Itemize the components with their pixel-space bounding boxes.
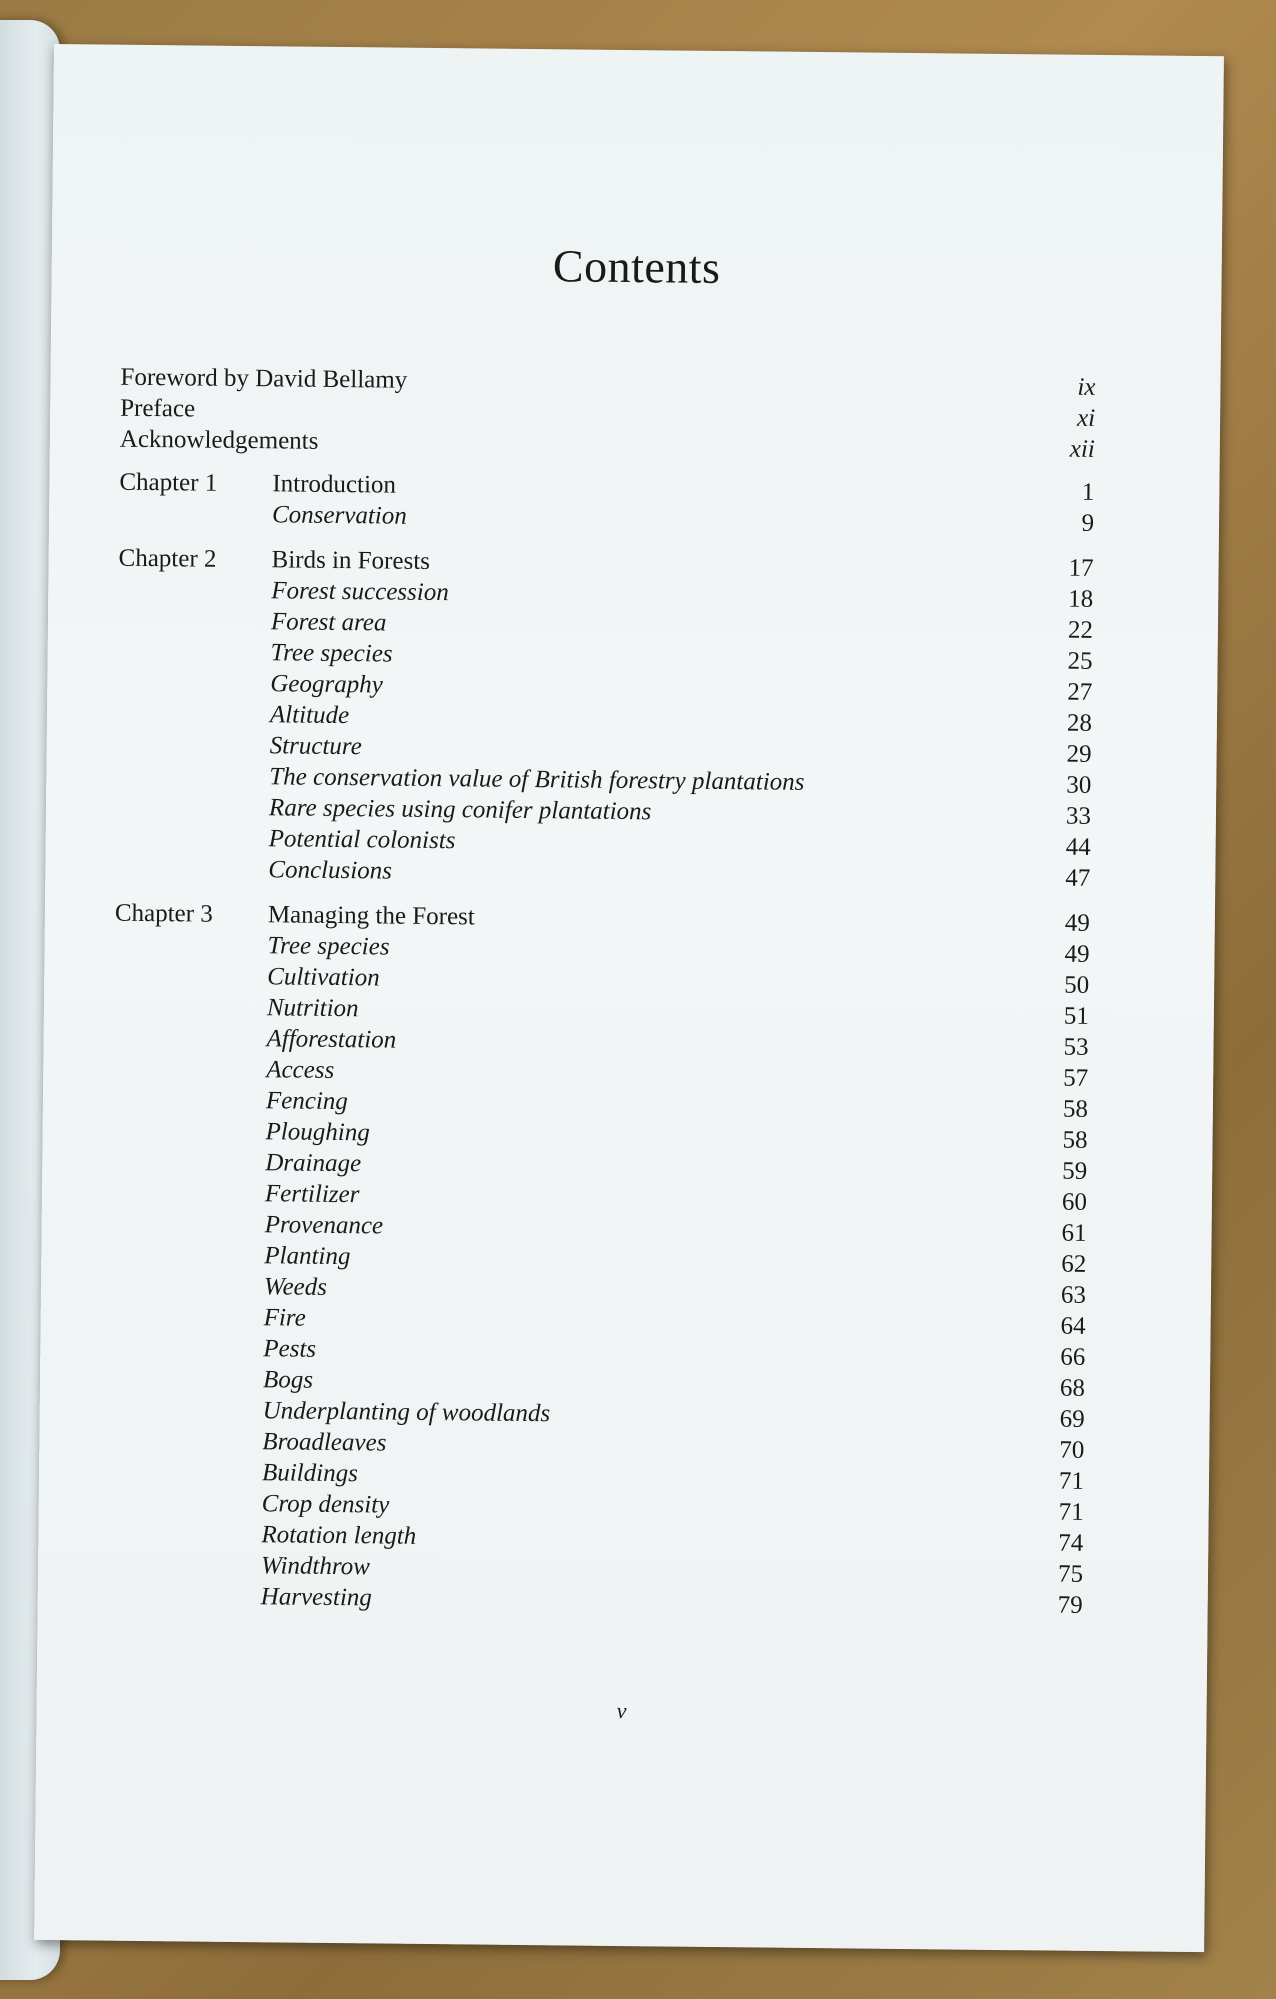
section-title: Planting (264, 1242, 351, 1271)
section-title: Afforestation (266, 1025, 397, 1054)
page-ref: 49 (1064, 940, 1090, 968)
section-title: Cultivation (267, 963, 380, 992)
page-ref: 9 (1081, 509, 1095, 537)
page-ref: 79 (1057, 1591, 1083, 1619)
page-ref: 62 (1061, 1250, 1087, 1278)
entry-title: Foreword by David Bellamy (120, 363, 408, 394)
section-title: Underplanting of woodlands (262, 1397, 551, 1428)
page-ref: 66 (1060, 1343, 1086, 1371)
section-title: Potential colonists (268, 825, 456, 855)
page-ref: 60 (1061, 1188, 1088, 1216)
page-ref: 51 (1063, 1002, 1090, 1030)
chapter-title: Introduction (272, 470, 397, 499)
page-ref: xii (1069, 435, 1095, 463)
entry-title: Preface (120, 394, 196, 423)
page-ref: xi (1076, 404, 1096, 432)
page-ref: 47 (1065, 864, 1091, 892)
page-ref: 22 (1067, 616, 1094, 644)
section-title: Buildings (261, 1459, 359, 1488)
section-title: Tree species (270, 639, 393, 668)
section-title: Forest area (270, 608, 387, 637)
section-title: Ploughing (265, 1118, 370, 1147)
page-ref: 29 (1066, 740, 1092, 768)
section-title: Conclusions (268, 856, 393, 885)
page-ref: 28 (1066, 709, 1093, 737)
section-title: The conservation value of British forestry plantations (269, 763, 805, 796)
section-title: Fertilizer (264, 1180, 360, 1209)
page-number: v (616, 1697, 627, 1724)
section-title: Fencing (265, 1087, 349, 1116)
section-title: Geography (270, 670, 383, 699)
page-ref: 1 (1081, 478, 1095, 506)
page-ref: ix (1077, 373, 1096, 401)
section-title: Rare species using conifer plantations (268, 794, 652, 826)
page-ref: 70 (1059, 1436, 1085, 1464)
section-title: Windthrow (260, 1552, 371, 1581)
section-title: Drainage (265, 1149, 362, 1178)
entry-title: Acknowledgements (119, 425, 319, 455)
page-ref: 61 (1061, 1219, 1087, 1247)
section-title: Harvesting (260, 1583, 372, 1612)
chapter-title: Birds in Forests (271, 546, 431, 575)
section-title: Structure (269, 732, 362, 761)
page-ref: 63 (1060, 1281, 1087, 1309)
chapter-title: Managing the Forest (267, 901, 475, 931)
page-ref: 69 (1059, 1405, 1085, 1433)
section-title: Tree species (267, 932, 390, 961)
page-ref: 53 (1063, 1033, 1089, 1061)
section-title: Access (266, 1056, 335, 1084)
chapter-label: Chapter 1 (119, 468, 218, 497)
section-title: Altitude (269, 701, 350, 730)
section-title: Conservation (271, 501, 407, 530)
page-ref: 74 (1058, 1529, 1084, 1557)
section-title: Bogs (262, 1366, 314, 1394)
page-ref: 58 (1062, 1126, 1088, 1154)
book-page (34, 44, 1224, 1952)
page-ref: 50 (1064, 971, 1090, 999)
section-title: Fire (263, 1304, 306, 1332)
section-title: Rotation length (261, 1521, 417, 1550)
page-ref: 27 (1067, 678, 1093, 706)
page-ref: 71 (1058, 1498, 1084, 1526)
section-title: Forest succession (271, 577, 449, 607)
page-ref: 59 (1062, 1157, 1088, 1185)
chapter-label: Chapter 2 (118, 544, 217, 573)
section-title: Nutrition (266, 994, 359, 1023)
page-ref: 57 (1063, 1064, 1089, 1092)
section-title: Crop density (261, 1490, 390, 1519)
page-ref: 58 (1062, 1095, 1089, 1123)
chapter-label: Chapter 3 (114, 899, 213, 928)
page-ref: 25 (1067, 647, 1093, 675)
page-ref: 64 (1060, 1312, 1086, 1340)
page-ref: 33 (1065, 802, 1092, 830)
page-ref: 30 (1066, 771, 1092, 799)
page-ref: 18 (1068, 585, 1094, 613)
page-ref: 68 (1059, 1374, 1086, 1402)
section-title: Weeds (263, 1273, 328, 1301)
page-ref: 44 (1065, 833, 1091, 861)
page-title: Contents (552, 240, 721, 293)
section-title: Provenance (264, 1211, 384, 1240)
page-ref: 71 (1058, 1467, 1085, 1495)
page-ref: 49 (1064, 909, 1090, 937)
page-ref: 17 (1068, 554, 1094, 582)
page-ref: 75 (1057, 1560, 1084, 1588)
section-title: Pests (263, 1335, 317, 1363)
section-title: Broadleaves (262, 1428, 387, 1457)
